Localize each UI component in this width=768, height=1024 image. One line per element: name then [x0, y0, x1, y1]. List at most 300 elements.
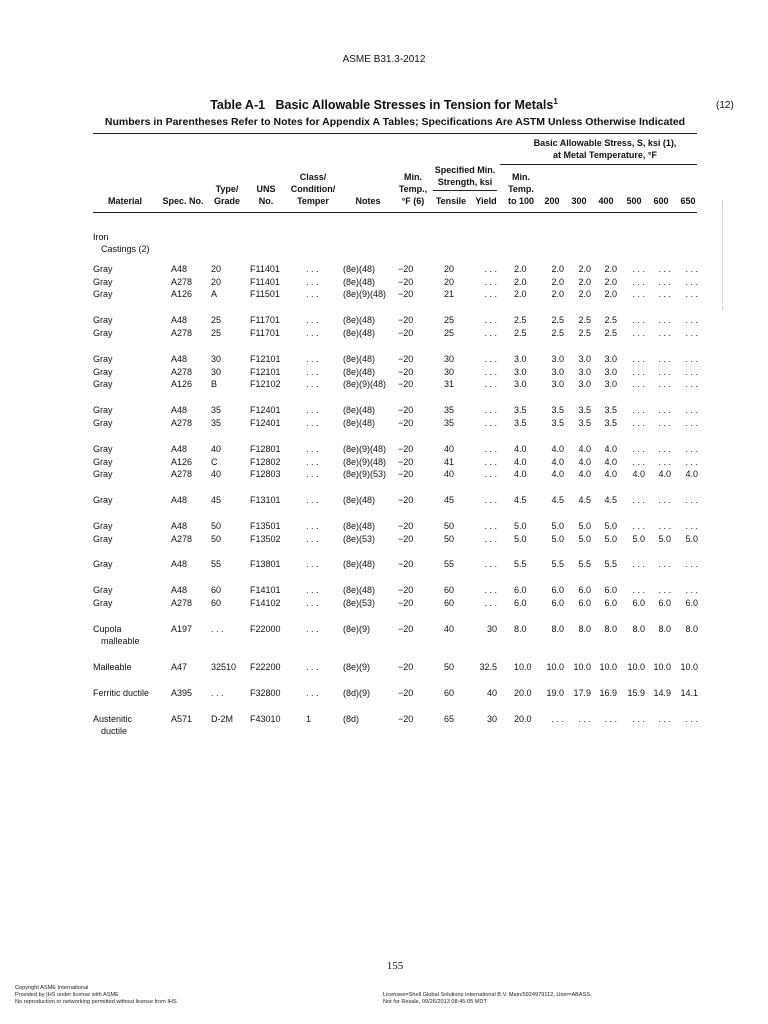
cell-type: A: [211, 289, 218, 300]
cell-s100: 20.0: [514, 714, 532, 724]
header-strength-group: Specified Min. Strength, ksi: [434, 165, 496, 187]
cell-tensile: 20: [444, 276, 455, 287]
cell-notes: (8e)(48): [343, 276, 376, 287]
cell-s500: . . .: [632, 354, 645, 364]
cell-s100: 5.0: [514, 521, 527, 531]
cell-yield: . . .: [484, 276, 497, 287]
cell-mintemp: −20: [398, 662, 414, 672]
cell-s600: 4.0: [658, 469, 671, 480]
cell-yield: . . .: [484, 495, 497, 505]
cell-uns: F14102: [250, 597, 281, 608]
cell-yield: . . .: [484, 469, 497, 480]
cell-notes: (8e)(48): [343, 521, 376, 531]
cell-s200: 3.0: [551, 354, 564, 364]
cell-s500: . . .: [632, 521, 645, 531]
cell-tensile: 50: [444, 533, 455, 544]
cell-type: 20: [211, 276, 222, 287]
cell-uns: F13101: [250, 495, 281, 505]
cell-mintemp: −20: [398, 379, 414, 390]
cell-spec: A278: [171, 469, 193, 480]
cell-s650: . . .: [685, 714, 698, 724]
cell-yield: . . .: [484, 444, 497, 454]
title-footnote-mark: 1: [553, 97, 558, 106]
cell-class: . . .: [306, 456, 319, 467]
cell-s500: . . .: [632, 714, 645, 724]
cell-s400: . . .: [604, 714, 617, 724]
cell-spec: A48: [171, 264, 188, 274]
cell-uns: F22000: [250, 624, 281, 634]
cell-material: Austenitic: [93, 714, 133, 724]
cell-s600: . . .: [658, 354, 671, 364]
cell-tensile: 20: [444, 264, 455, 274]
cell-s650: 8.0: [685, 624, 698, 634]
cell-tensile: 55: [444, 559, 455, 569]
cell-s200: 3.5: [551, 405, 564, 415]
cell-yield: . . .: [484, 533, 497, 544]
cell-yield: 30: [486, 624, 497, 634]
cell-type: 32510: [211, 662, 237, 672]
cell-s600: 14.9: [653, 688, 671, 698]
header-min-temp: Min. Temp., °F (6): [398, 172, 428, 206]
cell-class: . . .: [306, 495, 319, 505]
cell-s400: 2.0: [604, 264, 617, 274]
cell-tensile: 25: [444, 315, 455, 325]
cell-mintemp: −20: [398, 624, 414, 634]
cell-notes: (8e)(53): [343, 533, 376, 544]
cell-spec: A278: [171, 533, 193, 544]
header-temp-200: 200: [544, 196, 560, 206]
cell-class: . . .: [306, 444, 319, 454]
cell-s300: 10.0: [573, 662, 591, 672]
cell-notes: (8e)(48): [343, 405, 376, 415]
cell-yield: . . .: [484, 354, 497, 364]
cell-material-continued: ductile: [101, 726, 128, 736]
cell-s600: . . .: [658, 315, 671, 325]
cell-mintemp: −20: [398, 264, 414, 274]
section-subtitle: Castings (2): [101, 244, 150, 254]
cell-material: Gray: [93, 444, 113, 454]
cell-s100: 4.0: [514, 456, 527, 467]
header-material: Material: [107, 196, 142, 206]
cell-s650: . . .: [685, 585, 698, 595]
cell-class: . . .: [306, 533, 319, 544]
cell-material: Gray: [93, 533, 113, 544]
cell-mintemp: −20: [398, 456, 414, 467]
cell-class: . . .: [306, 366, 319, 377]
cell-notes: (8e)(48): [343, 559, 376, 569]
cell-s400: 3.5: [604, 405, 617, 415]
cell-s100: 2.0: [514, 289, 527, 300]
cell-s200: 2.0: [551, 264, 564, 274]
cell-s400: 3.0: [604, 354, 617, 364]
cell-s300: 5.0: [578, 521, 591, 531]
cell-class: . . .: [306, 521, 319, 531]
cell-class: . . .: [306, 585, 319, 595]
table-top-rule: [93, 133, 697, 134]
cell-s300: 17.9: [573, 688, 591, 698]
cell-type: 30: [211, 354, 222, 364]
cell-notes: (8e)(48): [343, 366, 376, 377]
cell-s200: 2.0: [551, 276, 564, 287]
document-header: ASME B31.3-2012: [342, 54, 426, 65]
cell-type: 50: [211, 533, 222, 544]
header-temp-400: 400: [598, 196, 614, 206]
cell-type: 35: [211, 417, 222, 428]
cell-s600: . . .: [658, 276, 671, 287]
cell-yield: . . .: [484, 456, 497, 467]
cell-class: . . .: [306, 559, 319, 569]
cell-tensile: 45: [444, 495, 455, 505]
stress-group-rule: [500, 164, 697, 165]
cell-tensile: 35: [444, 417, 455, 428]
cell-type: 45: [211, 495, 222, 505]
cell-s300: 4.5: [578, 495, 591, 505]
cell-yield: . . .: [484, 315, 497, 325]
cell-s300: 3.0: [578, 379, 591, 390]
cell-s100: 10.0: [514, 662, 532, 672]
cell-s200: 19.0: [546, 688, 564, 698]
cell-spec: A395: [171, 688, 193, 698]
cell-spec: A571: [171, 714, 193, 724]
header-notes: Notes: [355, 196, 381, 206]
cell-notes: (8e)(48): [343, 327, 376, 338]
cell-spec: A278: [171, 597, 193, 608]
cell-class: . . .: [306, 315, 319, 325]
cell-tensile: 40: [444, 444, 455, 454]
cell-s650: . . .: [685, 327, 698, 338]
cell-notes: (8e)(48): [343, 315, 376, 325]
section-title: Iron: [93, 232, 109, 242]
cell-s100: 2.5: [514, 327, 527, 338]
cell-s300: 3.0: [578, 366, 591, 377]
cell-mintemp: −20: [398, 366, 414, 377]
cell-s200: 4.0: [551, 456, 564, 467]
cell-uns: F32800: [250, 688, 281, 698]
cell-s400: 4.0: [604, 469, 617, 480]
cell-notes: (8e)(9)(48): [343, 379, 387, 390]
cell-s400: 5.0: [604, 521, 617, 531]
cell-uns: F11401: [250, 276, 280, 287]
cell-s600: . . .: [658, 289, 671, 300]
cell-s650: . . .: [685, 315, 698, 325]
cell-spec: A48: [171, 354, 188, 364]
cell-class: . . .: [306, 662, 319, 672]
cell-s300: 4.0: [578, 456, 591, 467]
cell-s100: 3.5: [514, 405, 527, 415]
cell-s100: 4.0: [514, 469, 527, 480]
header-class: Class/ Condition/ Temper: [290, 172, 336, 206]
cell-tensile: 40: [444, 469, 455, 480]
cell-s300: 8.0: [578, 624, 591, 634]
cell-material: Gray: [93, 276, 113, 287]
cell-material: Ferritic ductile: [93, 688, 150, 698]
edition-mark: (12): [716, 100, 734, 111]
cell-s600: . . .: [658, 327, 671, 338]
cell-s650: . . .: [685, 417, 698, 428]
cell-material: Gray: [93, 585, 113, 595]
cell-s300: 2.0: [578, 289, 591, 300]
cell-s200: 3.0: [551, 379, 564, 390]
cell-s400: 6.0: [604, 585, 617, 595]
cell-s100: 2.5: [514, 315, 527, 325]
cell-s100: 6.0: [514, 597, 527, 608]
cell-yield: 30: [486, 714, 497, 724]
cell-mintemp: −20: [398, 585, 414, 595]
cell-spec: A126: [171, 289, 193, 300]
cell-mintemp: −20: [398, 327, 414, 338]
cell-s100: 5.0: [514, 533, 527, 544]
cell-s600: . . .: [658, 585, 671, 595]
header-min-temp-to-100: Min. Temp. to 100: [507, 172, 534, 206]
cell-yield: . . .: [484, 597, 497, 608]
cell-s200: 6.0: [551, 585, 564, 595]
cell-s300: 4.0: [578, 469, 591, 480]
cell-s500: . . .: [632, 495, 645, 505]
table-number: Table A-1: [210, 98, 266, 113]
cell-s500: 10.0: [627, 662, 645, 672]
cell-notes: (8e)(53): [343, 597, 376, 608]
cell-uns: F22200: [250, 662, 281, 672]
cell-mintemp: −20: [398, 417, 414, 428]
cell-s500: . . .: [632, 559, 645, 569]
cell-s100: 3.0: [514, 366, 527, 377]
cell-mintemp: −20: [398, 354, 414, 364]
cell-s650: . . .: [685, 495, 698, 505]
cell-yield: . . .: [484, 559, 497, 569]
cell-type: . . .: [211, 624, 224, 634]
cell-type: C: [211, 456, 218, 467]
cell-material: Gray: [93, 597, 113, 608]
cell-uns: F14101: [250, 585, 281, 595]
cell-s500: . . .: [632, 585, 645, 595]
cell-type: 30: [211, 366, 222, 377]
cell-tensile: 25: [444, 327, 455, 338]
cell-s600: . . .: [658, 495, 671, 505]
cell-s200: 5.5: [551, 559, 564, 569]
cell-mintemp: −20: [398, 714, 414, 724]
cell-mintemp: −20: [398, 688, 414, 698]
cell-s200: 3.5: [551, 417, 564, 428]
cell-s100: 20.0: [514, 688, 532, 698]
cell-uns: F12801: [250, 444, 281, 454]
cell-uns: F11701: [250, 327, 280, 338]
cell-s400: 2.0: [604, 276, 617, 287]
cell-tensile: 50: [444, 662, 455, 672]
cell-class: . . .: [306, 379, 319, 390]
cell-s650: . . .: [685, 379, 698, 390]
cell-notes: (8e)(9)(48): [343, 456, 387, 467]
cell-material: Gray: [93, 327, 113, 338]
cell-s100: 3.5: [514, 417, 527, 428]
cell-uns: F12101: [250, 366, 281, 377]
cell-s600: . . .: [658, 559, 671, 569]
cell-s500: 8.0: [632, 624, 645, 634]
cell-spec: A48: [171, 521, 188, 531]
cell-tensile: 41: [444, 456, 455, 467]
cell-s600: . . .: [658, 405, 671, 415]
cell-s500: . . .: [632, 327, 645, 338]
cell-s650: . . .: [685, 276, 698, 287]
cell-notes: (8e)(9)(48): [343, 289, 387, 300]
cell-material: Gray: [93, 379, 113, 390]
cell-uns: F11501: [250, 289, 280, 300]
cell-yield: . . .: [484, 289, 497, 300]
cell-class: . . .: [306, 624, 319, 634]
cell-uns: F43010: [250, 714, 281, 724]
cell-s500: . . .: [632, 405, 645, 415]
cell-s100: 2.0: [514, 276, 527, 287]
cell-spec: A48: [171, 405, 188, 415]
cell-spec: A278: [171, 276, 193, 287]
cell-s600: . . .: [658, 444, 671, 454]
cell-uns: F12102: [250, 379, 281, 390]
cell-s650: 4.0: [685, 469, 698, 480]
cell-spec: A278: [171, 417, 193, 428]
cell-s500: . . .: [632, 444, 645, 454]
cell-material: Gray: [93, 559, 113, 569]
cell-tensile: 50: [444, 521, 455, 531]
cell-yield: . . .: [484, 327, 497, 338]
cell-uns: F12401: [250, 405, 281, 415]
cell-tensile: 60: [444, 688, 455, 698]
cell-type: 50: [211, 521, 222, 531]
cell-material: Gray: [93, 315, 113, 325]
cell-yield: 40: [486, 688, 497, 698]
cell-mintemp: −20: [398, 405, 414, 415]
cell-class: . . .: [306, 688, 319, 698]
cell-class: . . .: [306, 354, 319, 364]
cell-mintemp: −20: [398, 444, 414, 454]
cell-s100: 3.0: [514, 379, 527, 390]
cell-tensile: 21: [444, 289, 455, 300]
header-type-grade: Type/ Grade: [213, 184, 240, 206]
cell-notes: (8e)(48): [343, 495, 376, 505]
header-tensile: Tensile: [435, 196, 467, 206]
cell-tensile: 35: [444, 405, 455, 415]
cell-class: . . .: [306, 276, 319, 287]
cell-material: Malleable: [93, 662, 132, 672]
cell-notes: (8e)(48): [343, 417, 376, 428]
cell-s400: 4.5: [604, 495, 617, 505]
cell-s300: 2.0: [578, 264, 591, 274]
cell-notes: (8d)(9): [343, 688, 371, 698]
cell-s500: . . .: [632, 456, 645, 467]
cell-mintemp: −20: [398, 469, 414, 480]
cell-class: 1: [306, 714, 312, 724]
cell-s300: 5.0: [578, 533, 591, 544]
cell-s300: . . .: [578, 714, 591, 724]
cell-notes: (8e)(48): [343, 264, 376, 274]
cell-yield: . . .: [484, 417, 497, 428]
cell-s100: 6.0: [514, 585, 527, 595]
cell-uns: F13501: [250, 521, 281, 531]
cell-yield: . . .: [484, 264, 497, 274]
table-subtitle: Numbers in Parentheses Refer to Notes for Appendix A Tables; Specifications Are ASTM Unless Otherwise Indicated: [104, 116, 686, 128]
cell-material: Cupola: [93, 624, 122, 634]
header-bottom-rule: [93, 212, 697, 213]
cell-material: Gray: [93, 521, 113, 531]
header-temp-600: 600: [653, 196, 669, 206]
cell-tensile: 30: [444, 354, 455, 364]
cell-material: Gray: [93, 289, 113, 300]
cell-s600: 8.0: [658, 624, 671, 634]
cell-s500: . . .: [632, 289, 645, 300]
cell-s500: 4.0: [632, 469, 645, 480]
cell-s650: . . .: [685, 405, 698, 415]
cell-tensile: 60: [444, 585, 455, 595]
cell-uns: F12101: [250, 354, 281, 364]
cell-notes: (8e)(9)(48): [343, 444, 387, 454]
cell-s650: . . .: [685, 264, 698, 274]
cell-s650: 6.0: [685, 597, 698, 608]
cell-uns: F13801: [250, 559, 281, 569]
cell-s200: 2.5: [551, 327, 564, 338]
cell-type: D-2M: [211, 714, 233, 724]
cell-s650: . . .: [685, 444, 698, 454]
cell-s300: 4.0: [578, 444, 591, 454]
cell-tensile: 30: [444, 366, 455, 377]
table-title: [0, 97, 768, 112]
cell-s200: 8.0: [551, 624, 564, 634]
cell-yield: . . .: [484, 585, 497, 595]
cell-material: Gray: [93, 417, 113, 428]
cell-s500: . . .: [632, 276, 645, 287]
cell-s500: 15.9: [627, 688, 645, 698]
cell-material: Gray: [93, 469, 113, 480]
cell-mintemp: −20: [398, 559, 414, 569]
cell-s300: 3.5: [578, 417, 591, 428]
cell-s200: . . .: [551, 714, 564, 724]
cell-s650: . . .: [685, 289, 698, 300]
cell-s600: 5.0: [658, 533, 671, 544]
cell-class: . . .: [306, 264, 319, 274]
cell-s300: 6.0: [578, 597, 591, 608]
cell-s400: 2.0: [604, 289, 617, 300]
cell-class: . . .: [306, 327, 319, 338]
header-yield: Yield: [475, 196, 497, 206]
cell-mintemp: −20: [398, 521, 414, 531]
cell-s650: . . .: [685, 366, 698, 377]
cell-class: . . .: [306, 289, 319, 300]
cell-s400: 5.5: [604, 559, 617, 569]
cell-spec: A278: [171, 327, 193, 338]
cell-s600: . . .: [658, 417, 671, 428]
cell-type: 25: [211, 327, 222, 338]
cell-material: Gray: [93, 456, 113, 467]
cell-mintemp: −20: [398, 597, 414, 608]
cell-spec: A197: [171, 624, 193, 634]
cell-yield: . . .: [484, 379, 497, 390]
cell-material-continued: malleable: [101, 636, 140, 646]
cell-spec: A47: [171, 662, 188, 672]
cell-s200: 2.5: [551, 315, 564, 325]
cell-s100: 8.0: [514, 624, 527, 634]
cell-class: . . .: [306, 469, 319, 480]
cell-notes: (8e)(48): [343, 585, 376, 595]
cell-yield: . . .: [484, 405, 497, 415]
cell-s300: 2.5: [578, 327, 591, 338]
cell-class: . . .: [306, 597, 319, 608]
cell-s500: . . .: [632, 417, 645, 428]
cell-notes: (8e)(9): [343, 624, 371, 634]
strength-group-rule: [433, 190, 497, 191]
header-temp-300: 300: [571, 196, 587, 206]
cell-notes: (8e)(9)(53): [343, 469, 387, 480]
cell-s600: . . .: [658, 379, 671, 390]
cell-s600: 10.0: [653, 662, 671, 672]
cell-tensile: 65: [444, 714, 455, 724]
cell-spec: A48: [171, 585, 188, 595]
